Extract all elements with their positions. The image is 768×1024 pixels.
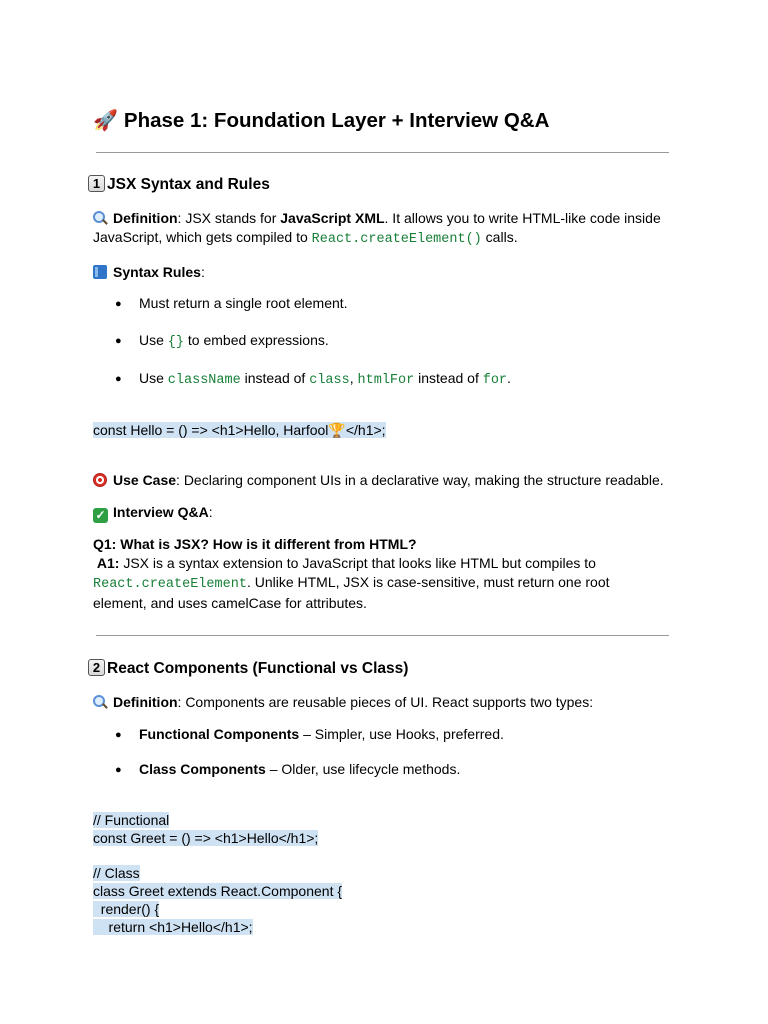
list-item: ● Use {} to embed expressions. xyxy=(115,332,329,350)
inline-code: React.createElement() xyxy=(311,232,482,247)
code-block xyxy=(93,422,386,439)
text: JSX is a syntax extension to JavaScript that looks like HTML but compiles to xyxy=(119,555,596,571)
book-icon xyxy=(93,265,107,279)
question-text: Q1: What is JSX? How is it different from HTML? xyxy=(93,536,417,552)
bold-text: Interview Q&A xyxy=(113,504,209,520)
text: : Components are reusable pieces of UI. React supports two types: xyxy=(177,694,594,710)
text: instead of xyxy=(240,370,310,386)
text: Use xyxy=(139,332,168,348)
rocket-icon: 🚀 xyxy=(93,110,118,132)
answer-label: A1: xyxy=(96,555,120,571)
list-item: ● Functional Components – Simpler, use Hooks, preferred. xyxy=(115,726,504,742)
text: to embed expressions. xyxy=(184,332,329,348)
text: . It allows you to write HTML-like code inside xyxy=(384,210,661,226)
code-line: // Class xyxy=(93,865,140,882)
keycap-number-icon: 2 xyxy=(88,659,105,676)
bold-text: JavaScript XML xyxy=(280,210,385,226)
target-icon xyxy=(93,473,107,487)
magnifier-icon xyxy=(93,695,107,709)
magnifier-icon xyxy=(93,211,107,225)
bold-text: Syntax Rules xyxy=(113,264,201,280)
list-item-text: Must return a single root element. xyxy=(139,295,348,311)
inline-code: class xyxy=(309,373,350,388)
section-heading-text: React Components (Functional vs Class) xyxy=(107,660,409,677)
text: – Older, use lifecycle methods. xyxy=(265,761,461,777)
text: . Unlike HTML, JSX is case-sensitive, must return one root xyxy=(246,574,610,590)
list-item: ● Must return a single root element. xyxy=(115,295,348,311)
code-line: return <h1>Hello</h1>; xyxy=(93,918,253,935)
inline-code: for xyxy=(482,373,508,388)
definition-paragraph xyxy=(93,209,661,249)
bold-text: Class Components xyxy=(139,761,266,777)
inline-code: htmlFor xyxy=(357,373,415,388)
text: JavaScript, which gets compiled to xyxy=(93,229,312,245)
definition-paragraph xyxy=(93,693,593,712)
definition-label: Definition xyxy=(113,210,178,226)
text: : JSX stands for xyxy=(177,210,281,226)
use-case-paragraph xyxy=(93,471,664,490)
section-heading xyxy=(88,659,408,678)
code-line: // Functional xyxy=(93,812,170,828)
section-heading xyxy=(88,175,270,194)
code-line: render() { xyxy=(93,900,160,917)
text: instead of xyxy=(414,370,483,386)
keycap-number-icon: 1 xyxy=(88,175,105,192)
page-title-text: Phase 1: Foundation Layer + Interview Q&A xyxy=(123,109,550,132)
horizontal-rule xyxy=(96,152,669,153)
inline-code: React.createElement xyxy=(93,577,247,592)
text: , xyxy=(349,370,358,386)
horizontal-rule xyxy=(96,635,669,636)
inline-code: {} xyxy=(167,335,184,350)
bold-text: Functional Components xyxy=(139,726,300,742)
text: Use xyxy=(139,370,168,386)
definition-label: Definition xyxy=(113,694,178,710)
code-line: const Hello = () => <h1>Hello, Harfool🏆</h1>; xyxy=(93,422,386,438)
section-heading-text: JSX Syntax and Rules xyxy=(107,176,270,193)
text: calls. xyxy=(481,229,518,245)
code-line: const Greet = () => <h1>Hello</h1>; xyxy=(93,829,319,846)
qa-block xyxy=(93,535,610,613)
code-line: class Greet extends React.Component { xyxy=(93,883,343,900)
page-title xyxy=(93,108,549,133)
list-item: ● Use className instead of class, htmlFor instead of for. xyxy=(115,370,511,388)
inline-code: className xyxy=(167,373,241,388)
bold-text: Use Case xyxy=(113,472,177,488)
code-block xyxy=(93,812,342,937)
text: – Simpler, use Hooks, preferred. xyxy=(299,726,504,742)
text: : Declaring component UIs in a declarative way, making the structure readable. xyxy=(176,472,664,488)
list-item: ● Class Components – Older, use lifecycle methods. xyxy=(115,761,461,777)
interview-qa-label: ✓ Interview Q&A: xyxy=(93,503,213,523)
trophy-icon: 🏆 xyxy=(328,422,346,438)
syntax-rules-label: Syntax Rules: xyxy=(93,263,205,282)
text: . xyxy=(507,370,511,386)
text: element, and uses camelCase for attributes. xyxy=(93,595,367,611)
checkmark-icon: ✓ xyxy=(93,508,108,523)
